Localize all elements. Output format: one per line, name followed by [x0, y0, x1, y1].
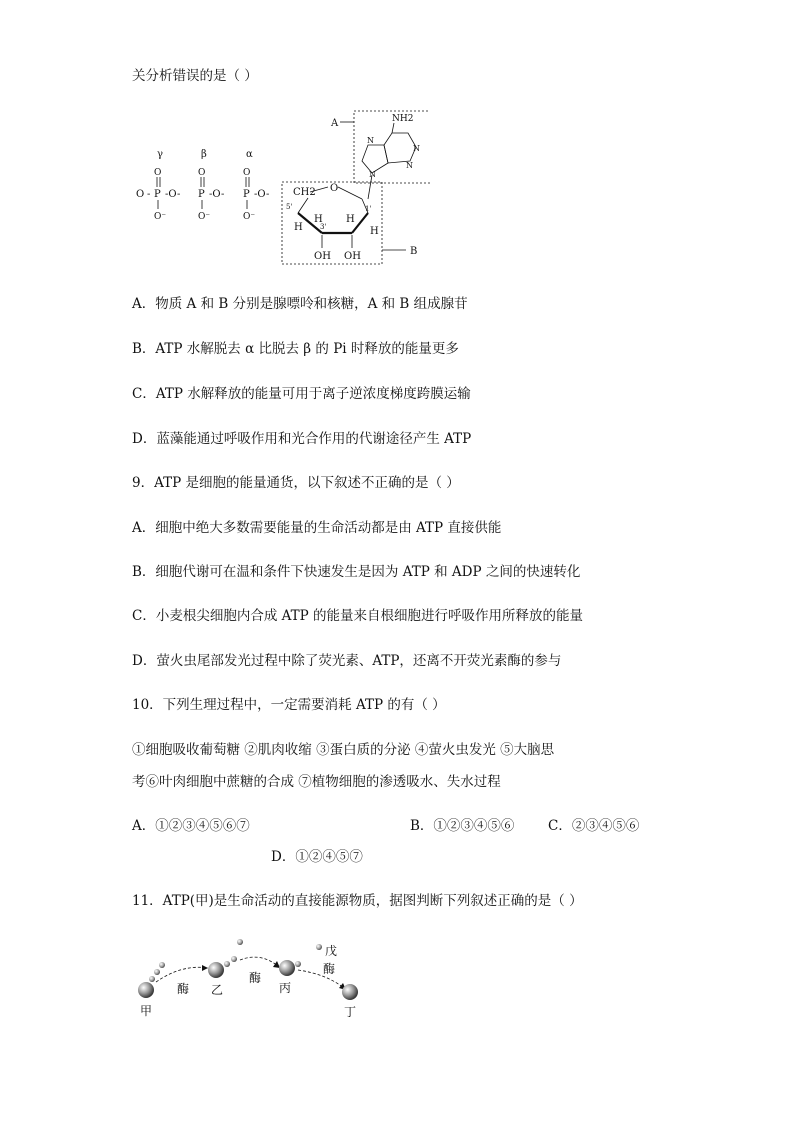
- mei-label-2: 酶: [249, 971, 262, 985]
- q9-option-b: B．细胞代谢可在温和条件下快速发生是因为 ATP 和 ADP 之间的快速转化: [132, 564, 581, 580]
- q8-option-d: D．蓝藻能通过呼吸作用和光合作用的代谢途径产生 ATP: [132, 431, 472, 447]
- q9-stem: 9．ATP 是细胞的能量通货，以下叙述不正确的是（ ）: [132, 475, 460, 491]
- svg-text:-O-: -O-: [209, 189, 225, 200]
- svg-text:N: N: [367, 136, 374, 145]
- q10-option-b: B．①②③④⑤⑥: [410, 818, 515, 834]
- q8-stem-tail: 关分析错误的是（ ）: [132, 68, 258, 84]
- q10-items-line2: 考⑥叶肉细胞中蔗糖的合成 ⑦植物细胞的渗透吸水、失水过程: [132, 774, 501, 790]
- q9-option-a: A．细胞中绝大多数需要能量的生命活动都是由 ATP 直接供能: [132, 520, 502, 536]
- q10-option-c: C．②③④⑤⑥: [548, 818, 640, 834]
- svg-text:N: N: [406, 161, 413, 170]
- svg-text:O: O: [243, 168, 251, 178]
- q10-option-a: A．①②③④⑤⑥⑦: [132, 818, 250, 834]
- ding-label: 丁: [344, 1005, 357, 1019]
- svg-text:P: P: [154, 189, 161, 200]
- svg-text:O: O: [330, 183, 339, 194]
- svg-text:O⁻: O⁻: [198, 212, 211, 222]
- prime5-label: 5': [286, 203, 293, 211]
- svg-text:H: H: [314, 214, 323, 225]
- q9-option-c: C．小麦根尖细胞内合成 ATP 的能量来自根细胞进行呼吸作用所释放的能量: [132, 608, 584, 624]
- nh2-label: NH2: [392, 114, 414, 124]
- oh-label-1: OH: [314, 251, 331, 262]
- svg-text:N: N: [369, 170, 376, 179]
- svg-text:-O-: -O-: [254, 189, 270, 200]
- q9-option-d: D．萤火虫尾部发光过程中除了荧光素、ATP，还离不开荧光素酶的参与: [132, 653, 562, 669]
- svg-text:O: O: [198, 168, 206, 178]
- h-label-1: H: [294, 222, 303, 233]
- oh-label-2: OH: [344, 251, 361, 262]
- q8-option-b: B．ATP 水解脱去 α 比脱去 β 的 Pi 时释放的能量更多: [132, 341, 459, 357]
- q10-stem: 10．下列生理过程中，一定需要消耗 ATP 的有（ ）: [132, 697, 446, 713]
- label-a: A: [331, 118, 339, 129]
- svg-text:O: O: [136, 189, 145, 200]
- svg-text:P: P: [243, 189, 250, 200]
- beta-label: β: [201, 149, 207, 160]
- svg-text:-O-: -O-: [165, 189, 181, 200]
- gamma-label: γ: [157, 149, 163, 160]
- svg-text:O⁻: O⁻: [154, 212, 167, 222]
- q11-stem: 11．ATP(甲)是生命活动的直接能源物质，据图判断下列叙述正确的是（ ）: [132, 893, 583, 909]
- svg-text:O: O: [154, 168, 162, 178]
- svg-text:H: H: [346, 214, 355, 225]
- atp-structure-diagram: [130, 105, 430, 270]
- prime3-label: 3': [320, 223, 327, 231]
- q10-items-line1: ①细胞吸收葡萄糖 ②肌肉收缩 ③蛋白质的分泌 ④萤火虫发光 ⑤大脑思: [132, 742, 555, 758]
- bing-label: 丙: [279, 981, 292, 995]
- q10-option-d: D．①②④⑤⑦: [271, 849, 363, 865]
- alpha-label: α: [246, 149, 253, 160]
- svg-text:-: -: [147, 189, 151, 200]
- svg-text:P: P: [198, 189, 205, 200]
- svg-text:H: H: [370, 226, 379, 237]
- mei-label-3: 酶: [323, 962, 336, 976]
- svg-text:N: N: [413, 144, 420, 153]
- ch2-label: CH2: [293, 187, 316, 198]
- label-b: B: [410, 246, 418, 257]
- prime1-label: 1': [365, 205, 372, 213]
- atp-hydrolysis-diagram: [130, 930, 370, 1025]
- jia-label: 甲: [140, 1004, 153, 1018]
- wu-label: 戊: [325, 944, 338, 958]
- yi-label: 乙: [211, 983, 224, 997]
- q8-option-a: A．物质 A 和 B 分别是腺嘌呤和核糖，A 和 B 组成腺苷: [132, 296, 468, 312]
- svg-text:O⁻: O⁻: [243, 212, 256, 222]
- q8-option-c: C．ATP 水解释放的能量可用于离子逆浓度梯度跨膜运输: [132, 386, 471, 402]
- mei-label-1: 酶: [177, 982, 190, 996]
